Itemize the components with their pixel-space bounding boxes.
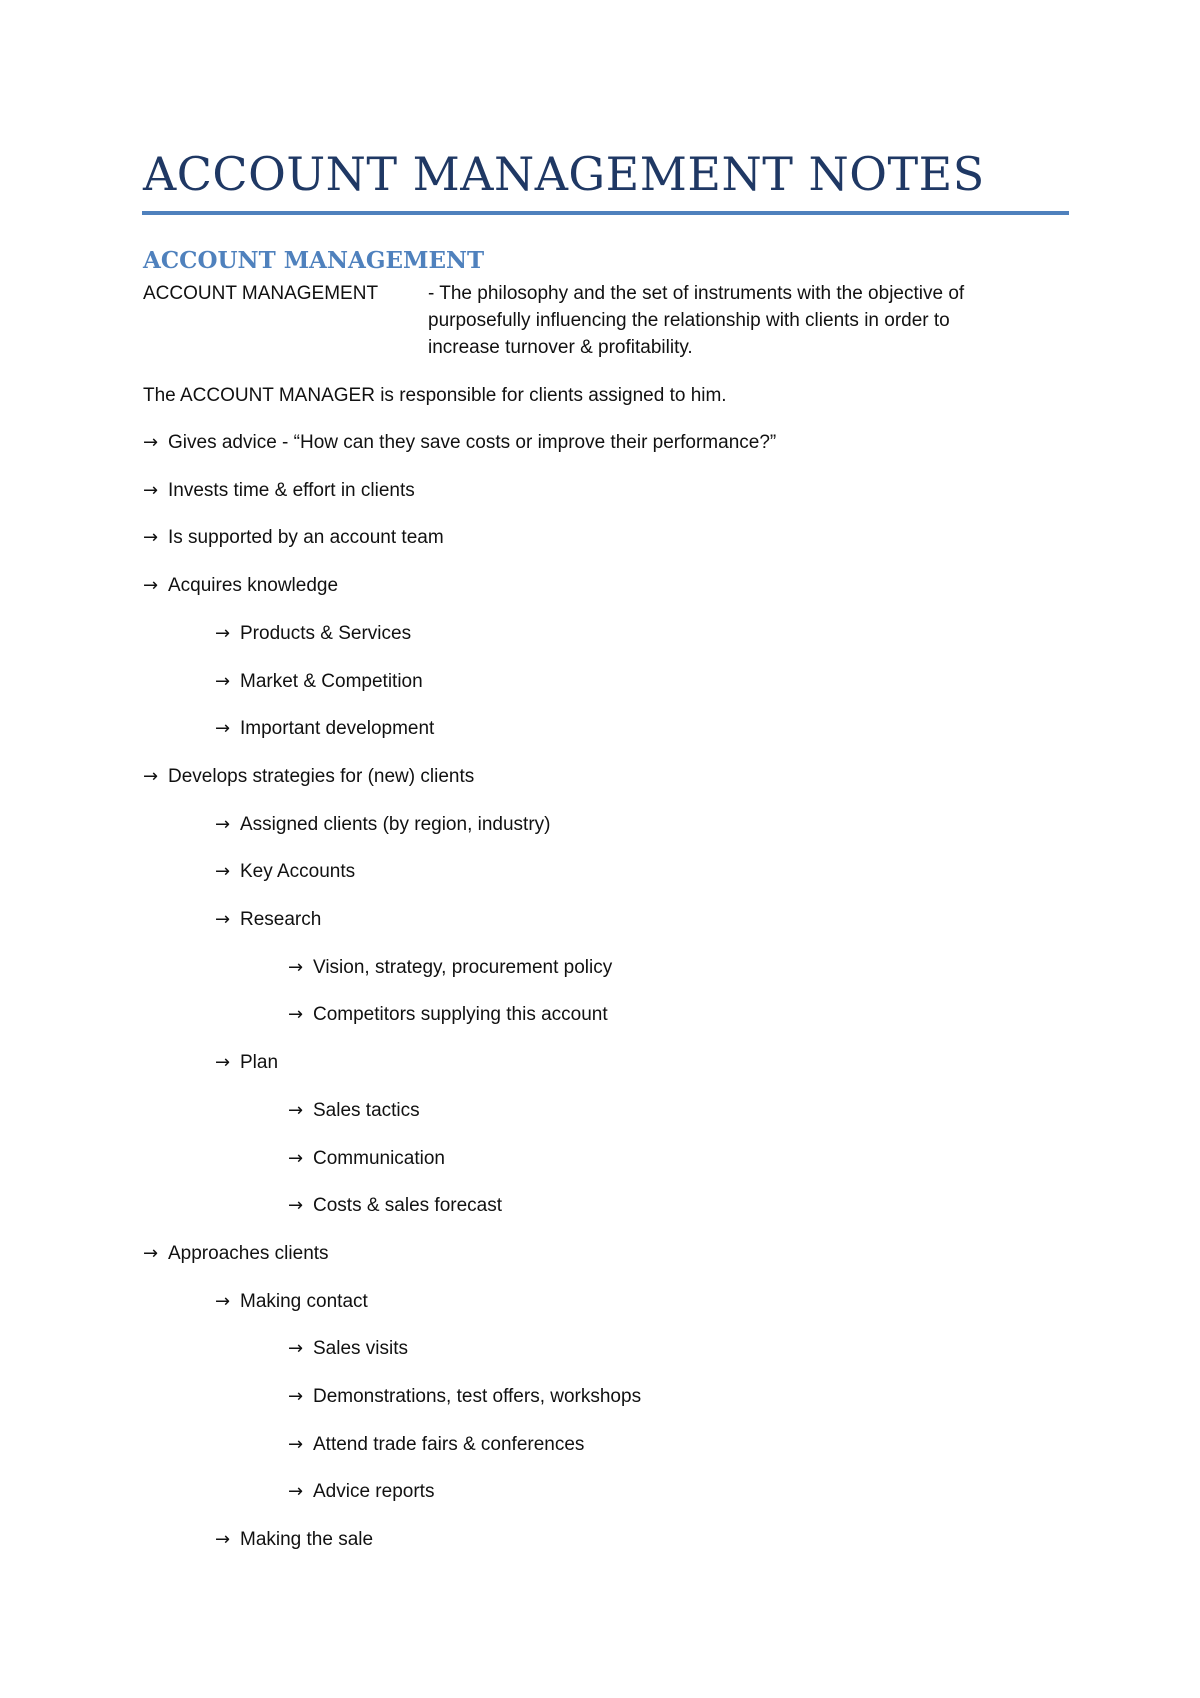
definition-line: purposefully influencing the relationship with clients in order to [428,310,950,331]
arrow-right-icon: → [143,432,159,453]
section-heading: ACCOUNT MANAGEMENT [143,247,485,274]
list-item-text: Key Accounts [240,861,356,882]
list-item-text: Products & Services [240,623,412,644]
list-item [288,1478,434,1505]
list-item-text: Making contact [240,1291,368,1312]
list-item-text: Acquires knowledge [168,575,339,596]
list-item-text: Vision, strategy, procurement policy [313,957,613,978]
list-item [215,620,411,647]
list-item [215,1049,278,1076]
arrow-right-icon: → [215,1291,231,1312]
arrow-right-icon: → [215,861,231,882]
arrow-right-icon: → [215,671,231,692]
arrow-right-icon: → [215,1052,231,1073]
list-item [143,429,776,456]
list-item-text: Making the sale [240,1529,374,1550]
list-item-text: Invests time & effort in clients [168,480,415,501]
arrow-right-icon: → [288,1386,304,1407]
list-item [215,811,550,838]
list-item-text: Costs & sales forecast [313,1195,503,1216]
list-item [143,763,474,790]
list-item-text: Research [240,909,322,930]
arrow-right-icon: → [288,1195,304,1216]
list-item-text: Advice reports [313,1481,435,1502]
list-item-text: Market & Competition [240,671,423,692]
list-item [288,1192,502,1219]
title-underline [142,211,1069,215]
list-item [288,954,612,981]
list-item [143,1240,329,1267]
list-item [215,1526,373,1553]
list-item [288,1097,420,1124]
list-item-text: Demonstrations, test offers, workshops [313,1386,642,1407]
list-item-text: Is supported by an account team [168,527,444,548]
definition-text [428,280,1068,361]
list-item-text: Important development [240,718,435,739]
list-item [215,715,434,742]
list-item-text: Attend trade fairs & conferences [313,1434,585,1455]
arrow-right-icon: → [288,1004,304,1025]
arrow-right-icon: → [143,575,159,596]
intro-paragraph: The ACCOUNT MANAGER is responsible for clients assigned to him. [143,385,727,406]
list-item-text: Assigned clients (by region, industry) [240,814,551,835]
definition-term: ACCOUNT MANAGEMENT [143,283,379,304]
definition-line: - The philosophy and the set of instruments with the objective of [428,283,965,304]
arrow-right-icon: → [288,957,304,978]
list-item-text: Plan [240,1052,279,1073]
list-item [215,858,355,885]
list-item [288,1145,445,1172]
list-item-text: Gives advice - “How can they save costs or improve their performance?” [168,432,777,453]
list-item [143,477,415,504]
list-item-text: Competitors supplying this account [313,1004,608,1025]
arrow-right-icon: → [143,480,159,501]
arrow-right-icon: → [288,1434,304,1455]
arrow-right-icon: → [143,766,159,787]
arrow-right-icon: → [215,718,231,739]
list-item [288,1001,608,1028]
arrow-right-icon: → [215,814,231,835]
list-item-text: Approaches clients [168,1243,329,1264]
arrow-right-icon: → [215,1529,231,1550]
arrow-right-icon: → [143,1243,159,1264]
arrow-right-icon: → [288,1100,304,1121]
list-item [215,668,423,695]
arrow-right-icon: → [215,623,231,644]
arrow-right-icon: → [288,1338,304,1359]
list-item [288,1383,641,1410]
list-item-text: Communication [313,1148,445,1169]
page-title: ACCOUNT MANAGEMENT NOTES [143,147,985,201]
arrow-right-icon: → [288,1148,304,1169]
list-item [143,572,338,599]
arrow-right-icon: → [215,909,231,930]
list-item-text: Sales visits [313,1338,409,1359]
arrow-right-icon: → [143,527,159,548]
arrow-right-icon: → [288,1481,304,1502]
list-item [288,1335,408,1362]
list-item-text: Develops strategies for (new) clients [168,766,475,787]
list-item [215,906,321,933]
list-item [215,1288,368,1315]
definition-line: increase turnover & profitability. [428,337,693,358]
list-item [288,1431,584,1458]
list-item-text: Sales tactics [313,1100,420,1121]
list-item [143,524,444,551]
